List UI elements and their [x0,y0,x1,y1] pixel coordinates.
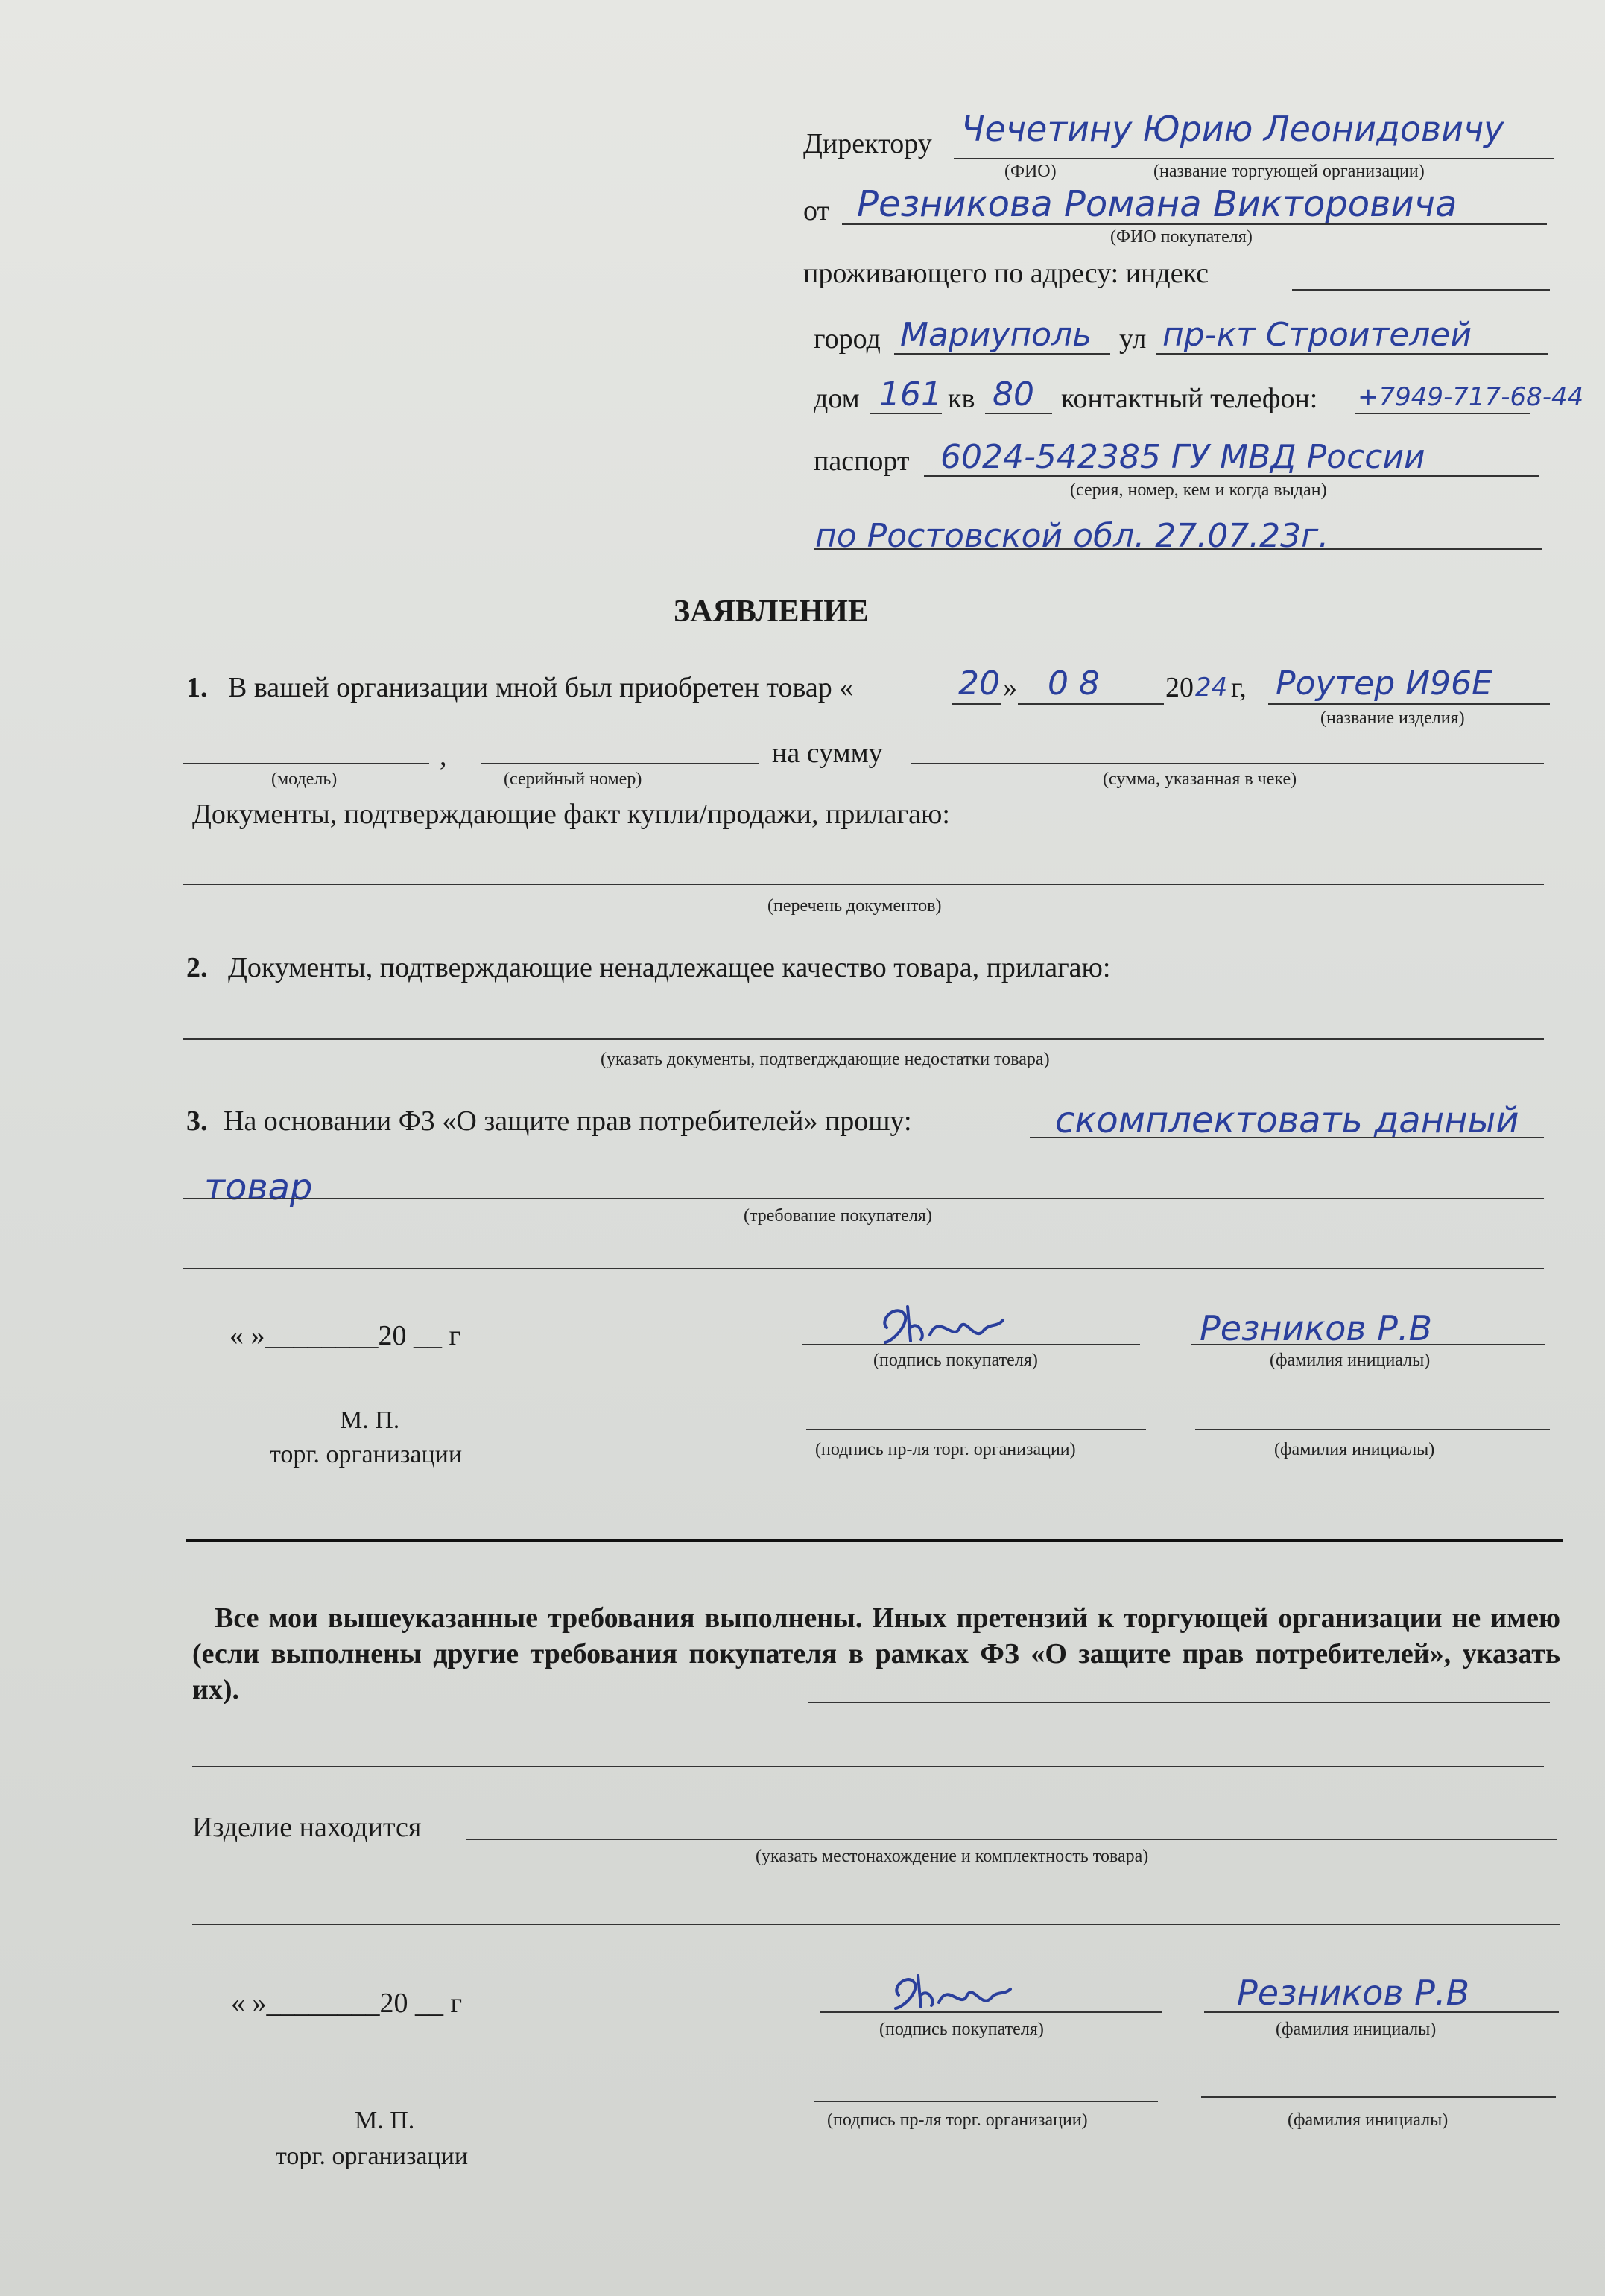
purchase-year: 24 [1195,673,1228,703]
location-line [466,1839,1557,1840]
block1-date: « »________20 __ г [229,1320,461,1351]
block1-mp: М. П. [340,1407,400,1434]
phone-line [1355,413,1530,414]
block2-org: торг. организации [276,2143,469,2170]
passport-value-2: по Ростовской обл. 27.07.23г. [815,517,1329,555]
buyer-signature-2 [884,1968,1018,2016]
location-caption: (указать местонахождение и комплектность товара) [756,1847,1149,1866]
serial-caption: (серийный номер) [504,770,642,789]
street-value: пр-кт Строителей [1162,316,1472,354]
seller-name-caption-1: (фамилия инициалы) [1274,1440,1435,1459]
passport-value: 6024-542385 ГУ МВД России [940,438,1425,476]
city-label: город [814,323,881,355]
sum-line [911,763,1544,764]
product-line [1268,703,1550,705]
document-title: ЗАЯВЛЕНИЕ [674,594,869,629]
director-label: Директору [803,128,932,159]
month-line [1018,703,1164,705]
section2-number: 2. [186,952,208,983]
buyer-sign-caption-1: (подпись покупателя) [873,1351,1038,1370]
comma: , [440,741,447,772]
request-line-3 [183,1268,1544,1269]
sum-caption: (сумма, указанная в чеке) [1103,770,1297,789]
city-value: Мариуполь [900,316,1092,354]
buyer-signature-1 [872,1298,1021,1350]
purchase-docs-line [183,884,1544,885]
final-declaration-text: Все мои вышеуказанные требования выполнены. Иных претензий к торгующей организации не имею (если выполнены другие требования покупателя в рамках ФЗ «О защите прав потребителей», указать их). [192,1602,1560,1705]
phone-label: контактный телефон: [1061,383,1318,414]
buyer-sign-caption-2: (подпись покупателя) [879,2020,1044,2039]
request-line-2 [183,1198,1544,1199]
block2-date: « »________20 __ г [231,1988,463,2019]
street-line [1156,353,1548,355]
block2-mp: М. П. [355,2107,415,2134]
seller-sign-line-1 [806,1429,1146,1430]
passport-label: паспорт [814,445,910,477]
serial-line [481,763,759,764]
buyer-sign-line-1 [802,1344,1140,1345]
quality-docs-caption: (указать документы, подтвеrдждающие недостатки товара) [601,1050,1050,1069]
product-name: Роутер И96Е [1276,665,1492,703]
passport-line-2 [814,548,1542,550]
buyer-sign-line-2 [820,2011,1162,2013]
section-divider [186,1539,1563,1542]
apt-value: 80 [993,375,1034,413]
seller-name-line-1 [1195,1429,1550,1430]
passport-caption: (серия, номер, кем и когда выдан) [1070,481,1327,500]
address-label: проживающего по адресу: индекс [803,258,1209,289]
index-line [1292,289,1550,291]
house-label: дом [814,383,860,414]
apt-line [985,413,1052,414]
purchase-day: 20 [958,665,1000,703]
model-caption: (модель) [271,770,338,789]
sum-label: на сумму [772,738,883,769]
from-label: от [803,195,830,226]
director-line [954,158,1554,159]
house-value: 161 [879,375,942,413]
buyer-name-1: Резников Р.В [1200,1308,1433,1348]
location-line-2 [192,1924,1560,1925]
apt-label: кв [948,383,975,414]
request-value: скомплектовать данный [1055,1100,1519,1141]
seller-sign-caption-2: (подпись пр-ля торг. организации) [827,2111,1088,2130]
org-caption: (название торгующей организации) [1153,162,1425,181]
from-line [842,223,1547,225]
seller-name-line-2 [1201,2096,1556,2098]
buyer-name-line-2 [1204,2011,1559,2013]
seller-name-caption-2: (фамилия инициалы) [1288,2111,1449,2130]
buyer-name-2: Резников Р.В [1237,1973,1470,2013]
year-prefix: 20 [1165,672,1194,703]
purchase-docs-text: Документы, подтверждающие факт купли/продажи, прилагаю: [192,799,950,830]
section1-text: В вашей организации мной был приобретен товар « [228,672,854,703]
location-label: Изделие находится [192,1812,422,1843]
fio-caption: (ФИО) [1004,162,1057,181]
buyer-name-line-1 [1191,1344,1545,1345]
other-requirements-line [808,1702,1550,1703]
final-declaration [192,1600,1560,1707]
other-requirements-line-2 [192,1766,1544,1767]
director-name: Чечетину Юрию Леонидовичу [961,109,1504,149]
request-line [1030,1137,1544,1138]
block1-org: торг. организации [270,1441,463,1468]
request-caption: (требование покупателя) [744,1206,932,1225]
year-suffix: г, [1231,672,1247,703]
street-label: ул [1119,323,1147,355]
buyer-fio-caption: (ФИО покупателя) [1110,227,1253,247]
day-line [952,703,1001,705]
house-line [870,413,942,414]
purchase-month: 0 8 [1048,665,1100,703]
purchase-docs-caption: (перечень документов) [767,896,942,916]
buyer-name-caption-1: (фамилия инициалы) [1270,1351,1431,1370]
seller-sign-line-2 [814,2101,1158,2102]
section3-text: На основании ФЗ «О защите прав потребителей» прошу: [224,1106,912,1137]
model-line [183,763,429,764]
section3-number: 3. [186,1106,208,1137]
product-caption: (название изделия) [1320,708,1465,728]
section1-number: 1. [186,672,208,703]
seller-sign-caption-1: (подпись пр-ля торг. организации) [815,1440,1076,1459]
request-value-2: товар [204,1167,313,1208]
passport-line [924,475,1539,477]
quality-docs-line [183,1038,1544,1040]
section2-text: Документы, подтверждающие ненадлежащее качество товара, прилагаю: [228,952,1111,983]
city-line [894,353,1110,355]
from-name: Резникова Романа Викторовича [857,183,1457,225]
phone-value: +7949-717-68-44 [1358,382,1584,412]
close-quote: » [1003,672,1017,703]
buyer-name-caption-2: (фамилия инициалы) [1276,2020,1437,2039]
